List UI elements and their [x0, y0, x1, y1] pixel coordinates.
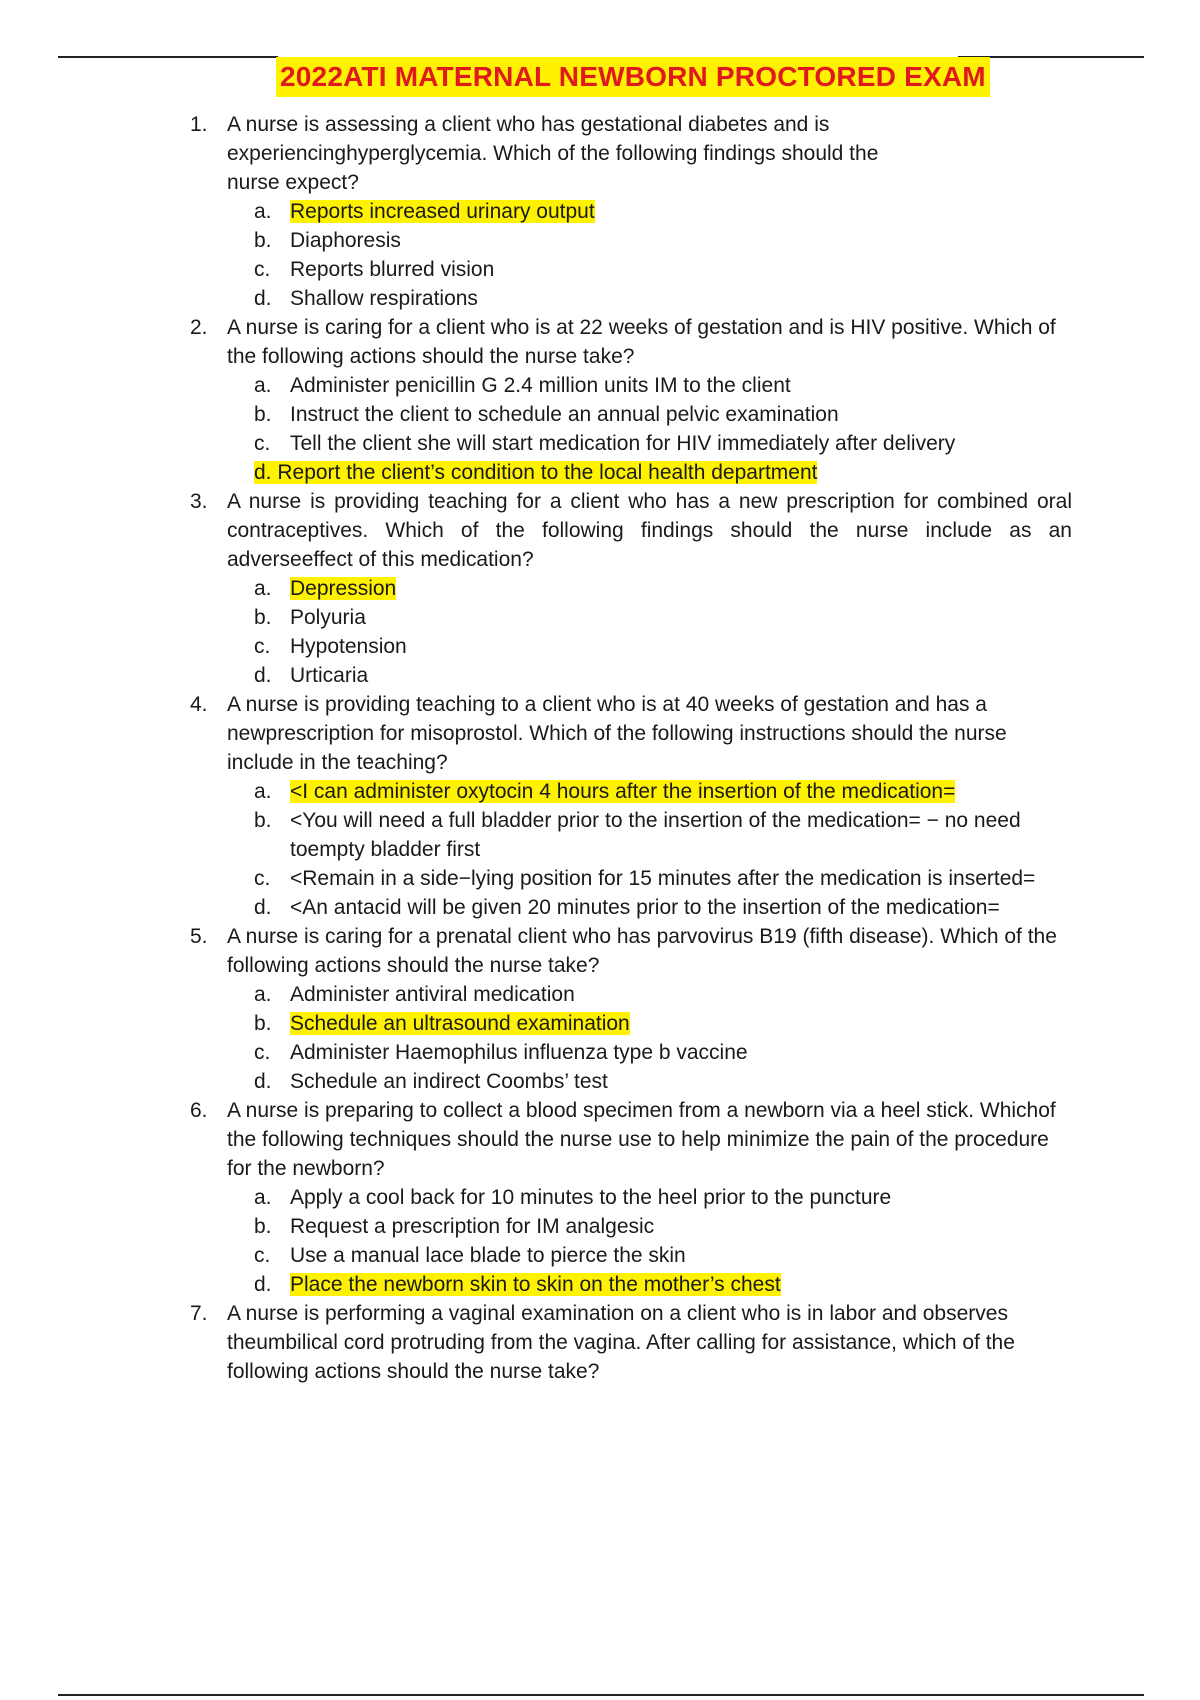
option-5b [0, 1009, 1200, 1038]
question-number: 2. [190, 316, 208, 339]
option-label: d. [254, 1070, 272, 1093]
question-text: A nurse is providing teaching to a client who is at 40 weeks of gestation and has a newprescription for misoprostol. Which of the following instructions should the nurse include in the teaching? [227, 693, 1007, 774]
question-number: 7. [190, 1302, 208, 1325]
option-2b [0, 400, 1200, 429]
question-text: A nurse is assessing a client who has gestational diabetes and is experiencinghyperglycemia. Which of the following findings should the nurse expect? [227, 113, 879, 194]
option-5a [0, 980, 1200, 1009]
option-text-highlighted: <I can administer oxytocin 4 hours after the insertion of the medication= [290, 780, 956, 803]
option-5c [0, 1038, 1200, 1067]
option-label: d. [254, 896, 272, 919]
option-text: Hypotension [290, 635, 407, 658]
option-3a [0, 574, 1200, 603]
question-number: 6. [190, 1099, 208, 1122]
option-text: Schedule an indirect Coombs’ test [290, 1070, 608, 1093]
question-number: 1. [190, 113, 208, 136]
question-4 [0, 690, 1200, 777]
question-3 [0, 487, 1200, 574]
option-label: a. [254, 1186, 272, 1209]
option-text: Administer antiviral medication [290, 983, 575, 1006]
option-4a [0, 777, 1200, 806]
option-text-highlighted: Reports increased urinary output [290, 200, 595, 223]
question-number: 4. [190, 693, 208, 716]
option-label: a. [254, 374, 272, 397]
option-2d [0, 458, 1200, 487]
option-label: b. [254, 1012, 272, 1035]
option-text: Use a manual lace blade to pierce the skin [290, 1244, 686, 1267]
question-number: 5. [190, 925, 208, 948]
question-text: A nurse is providing teaching for a client who has a new prescription for combined oral contraceptives. Which of the following findings should the nurse include as an adverseeffect of this medication? [227, 490, 1072, 571]
option-label: c. [254, 867, 271, 890]
option-6d [0, 1270, 1200, 1299]
question-text: A nurse is caring for a client who is at 22 weeks of gestation and is HIV positive. Which of the following actions should the nurse take? [227, 316, 1056, 368]
option-4d [0, 893, 1200, 922]
option-text: Diaphoresis [290, 229, 401, 252]
option-label: b. [254, 809, 272, 832]
option-text: Administer penicillin G 2.4 million units IM to the client [290, 374, 791, 397]
option-text: Instruct the client to schedule an annual pelvic examination [290, 403, 839, 426]
option-2a [0, 371, 1200, 400]
question-list [0, 110, 1200, 1386]
option-1c [0, 255, 1200, 284]
option-label: d. [254, 664, 272, 687]
option-label: a. [254, 983, 272, 1006]
option-6a [0, 1183, 1200, 1212]
option-1a [0, 197, 1200, 226]
option-label: b. [254, 403, 272, 426]
option-text: Tell the client she will start medication for HIV immediately after delivery [290, 432, 956, 455]
option-label: c. [254, 1244, 271, 1267]
option-2c [0, 429, 1200, 458]
option-6b [0, 1212, 1200, 1241]
option-text: <Remain in a side−lying position for 15 minutes after the medication is inserted= [290, 867, 1036, 890]
option-label: c. [254, 432, 271, 455]
option-6c [0, 1241, 1200, 1270]
option-label: a. [254, 200, 272, 223]
option-label: b. [254, 229, 272, 252]
option-label: a. [254, 780, 272, 803]
option-1d [0, 284, 1200, 313]
bottom-rule [58, 1694, 1144, 1696]
option-text: <An antacid will be given 20 minutes prior to the insertion of the medication= [290, 896, 1000, 919]
option-4c [0, 864, 1200, 893]
question-text: A nurse is performing a vaginal examination on a client who is in labor and observes theumbilical cord protruding from the vagina. After calling for assistance, which of the following actions should the nurse take? [227, 1302, 1015, 1383]
option-label: b. [254, 606, 272, 629]
option-4b [0, 806, 1200, 864]
option-text: Urticaria [290, 664, 369, 687]
option-label: c. [254, 258, 271, 281]
option-label: c. [254, 635, 271, 658]
option-text-highlighted: d. Report the client’s condition to the local health department [254, 461, 818, 484]
option-label: d. [254, 1273, 272, 1296]
question-text: A nurse is preparing to collect a blood specimen from a newborn via a heel stick. Whichof the following techniques should the nurse use to help minimize the pain of the procedure for the newborn? [227, 1099, 1056, 1180]
option-text: <You will need a full bladder prior to the insertion of the medication= − no need toempty bladder first [290, 809, 1021, 861]
question-7 [0, 1299, 1200, 1386]
option-text: Shallow respirations [290, 287, 478, 310]
option-text-highlighted: Place the newborn skin to skin on the mother’s chest [290, 1273, 781, 1296]
question-number: 3. [190, 490, 208, 513]
option-3b [0, 603, 1200, 632]
question-text: A nurse is caring for a prenatal client who has parvovirus B19 (fifth disease). Which of the following actions should the nurse take? [227, 925, 1057, 977]
option-text: Apply a cool back for 10 minutes to the heel prior to the puncture [290, 1186, 892, 1209]
document-title: 2022ATI MATERNAL NEWBORN PROCTORED EXAM [276, 57, 990, 97]
option-3c [0, 632, 1200, 661]
option-label: c. [254, 1041, 271, 1064]
option-text: Administer Haemophilus influenza type b vaccine [290, 1041, 748, 1064]
option-3d [0, 661, 1200, 690]
option-text: Request a prescription for IM analgesic [290, 1215, 655, 1238]
option-1b [0, 226, 1200, 255]
question-5 [0, 922, 1200, 980]
option-label: a. [254, 577, 272, 600]
question-2 [0, 313, 1200, 371]
option-label: b. [254, 1215, 272, 1238]
option-text: Polyuria [290, 606, 366, 629]
top-rule-left [58, 56, 278, 58]
option-5d [0, 1067, 1200, 1096]
question-6 [0, 1096, 1200, 1183]
option-text-highlighted: Depression [290, 577, 397, 600]
question-1 [0, 110, 1200, 197]
option-text: Reports blurred vision [290, 258, 495, 281]
option-text-highlighted: Schedule an ultrasound examination [290, 1012, 630, 1035]
option-label: d. [254, 287, 272, 310]
